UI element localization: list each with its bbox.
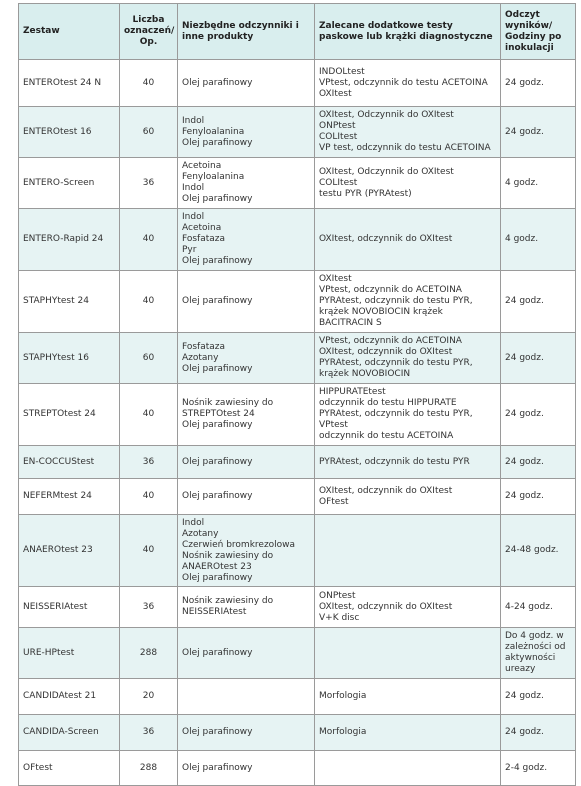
cell-tests [315,628,501,679]
cell-set: EN-COCCUStest [19,446,120,479]
cell-reading: 24 godz. [501,715,576,751]
cell-reading: 24 godz. [501,479,576,515]
cell-count: 40 [120,384,178,446]
cell-reagents: Nośnik zawiesiny do STREPTOtest 24 Olej parafinowy [178,384,315,446]
table-row [19,751,576,786]
cell-set: NEISSERIAtest [19,587,120,628]
table-row [19,333,576,384]
cell-count: 40 [120,271,178,333]
cell-tests: ONPtest OXItest, odczynnik do OXItest V+K disc [315,587,501,628]
cell-reading: 4 godz. [501,209,576,271]
header-tests: Zalecane dodatkowe testy paskowe lub krążki diagnostyczne [315,4,501,60]
table-row [19,446,576,479]
table-row [19,60,576,107]
cell-reading: 24 godz. [501,333,576,384]
cell-reading: Do 4 godz. w zależności od aktywności ureazy [501,628,576,679]
table-row [19,107,576,158]
product-table [18,3,576,786]
cell-count: 288 [120,628,178,679]
table-row [19,271,576,333]
header-reading: Odczyt wyników/ Godziny po inokulacji [501,4,576,60]
cell-reagents: Indol Acetoina Fosfataza Pyr Olej parafinowy [178,209,315,271]
cell-count: 288 [120,751,178,786]
cell-tests: PYRAtest, odczynnik do testu PYR [315,446,501,479]
cell-tests: Morfologia [315,679,501,715]
cell-tests [315,751,501,786]
header-reagents: Niezbędne odczynniki i inne produkty [178,4,315,60]
cell-count: 36 [120,715,178,751]
table-row [19,679,576,715]
cell-reading: 24 godz. [501,384,576,446]
cell-reading: 4-24 godz. [501,587,576,628]
cell-count: 36 [120,587,178,628]
cell-tests: OXItest, Odczynnik do OXItest COLItest testu PYR (PYRAtest) [315,158,501,209]
cell-reagents: Indol Fenyloalanina Olej parafinowy [178,107,315,158]
cell-reading: 24 godz. [501,446,576,479]
cell-set: STAPHYtest 24 [19,271,120,333]
cell-count: 40 [120,479,178,515]
table-row [19,715,576,751]
cell-count: 40 [120,515,178,587]
cell-reagents: Olej parafinowy [178,628,315,679]
cell-tests: HIPPURATEtest odczynnik do testu HIPPURATE PYRAtest, odczynnik do testu PYR, VPtest odczynnik do testu ACETOINA [315,384,501,446]
cell-set: CANDIDA-Screen [19,715,120,751]
cell-set: STAPHYtest 16 [19,333,120,384]
cell-tests: OXItest, odczynnik do OXItest [315,209,501,271]
cell-tests: OXItest, odczynnik do OXItest OFtest [315,479,501,515]
cell-reading: 24 godz. [501,679,576,715]
cell-reading: 24 godz. [501,107,576,158]
table-row [19,384,576,446]
cell-count: 60 [120,107,178,158]
cell-count: 40 [120,209,178,271]
cell-reagents [178,679,315,715]
table-row [19,515,576,587]
cell-reagents: Olej parafinowy [178,715,315,751]
cell-tests: Morfologia [315,715,501,751]
cell-reading: 24 godz. [501,60,576,107]
cell-tests: OXItest, Odczynnik do OXItest ONPtest COLItest VP test, odczynnik do testu ACETOINA [315,107,501,158]
cell-set: ENTERO-Rapid 24 [19,209,120,271]
cell-tests: OXItest VPtest, odczynnik do ACETOINA PYRAtest, odczynnik do testu PYR, krążek NOVOBIOCIN krążek BACITRACIN S [315,271,501,333]
table-row [19,209,576,271]
cell-reagents: Olej parafinowy [178,446,315,479]
table-row [19,587,576,628]
cell-set: ANAEROtest 23 [19,515,120,587]
cell-count: 36 [120,158,178,209]
cell-count: 36 [120,446,178,479]
cell-reagents: Olej parafinowy [178,751,315,786]
cell-reagents: Nośnik zawiesiny do NEISSERIAtest [178,587,315,628]
cell-reagents: Olej parafinowy [178,271,315,333]
cell-count: 60 [120,333,178,384]
cell-count: 40 [120,60,178,107]
cell-set: CANDIDAtest 21 [19,679,120,715]
cell-reading: 4 godz. [501,158,576,209]
cell-tests: INDOLtest VPtest, odczynnik do testu ACETOINA OXItest [315,60,501,107]
cell-reagents: Olej parafinowy [178,479,315,515]
cell-tests: VPtest, odczynnik do ACETOINA OXItest, odczynnik do OXItest PYRAtest, odczynnik do testu PYR, krążek NOVOBIOCIN [315,333,501,384]
cell-reagents: Fosfataza Azotany Olej parafinowy [178,333,315,384]
cell-reagents: Indol Azotany Czerwień bromkrezolowa Nośnik zawiesiny do ANAEROtest 23 Olej parafinowy [178,515,315,587]
table-row [19,628,576,679]
header-count: Liczba oznaczeń/ Op. [120,4,178,60]
table-row [19,158,576,209]
cell-count: 20 [120,679,178,715]
header-zestaw: Zestaw [19,4,120,60]
cell-reading: 24 godz. [501,271,576,333]
cell-reading: 2-4 godz. [501,751,576,786]
table-header-row [19,4,576,60]
cell-tests [315,515,501,587]
cell-reagents: Olej parafinowy [178,60,315,107]
cell-set: NEFERMtest 24 [19,479,120,515]
cell-set: ENTERO-Screen [19,158,120,209]
table-row [19,479,576,515]
cell-set: OFtest [19,751,120,786]
cell-reading: 24-48 godz. [501,515,576,587]
cell-set: ENTEROtest 16 [19,107,120,158]
product-table-container [18,3,575,786]
cell-set: STREPTOtest 24 [19,384,120,446]
cell-set: URE-HPtest [19,628,120,679]
cell-set: ENTEROtest 24 N [19,60,120,107]
cell-reagents: Acetoina Fenyloalanina Indol Olej parafinowy [178,158,315,209]
